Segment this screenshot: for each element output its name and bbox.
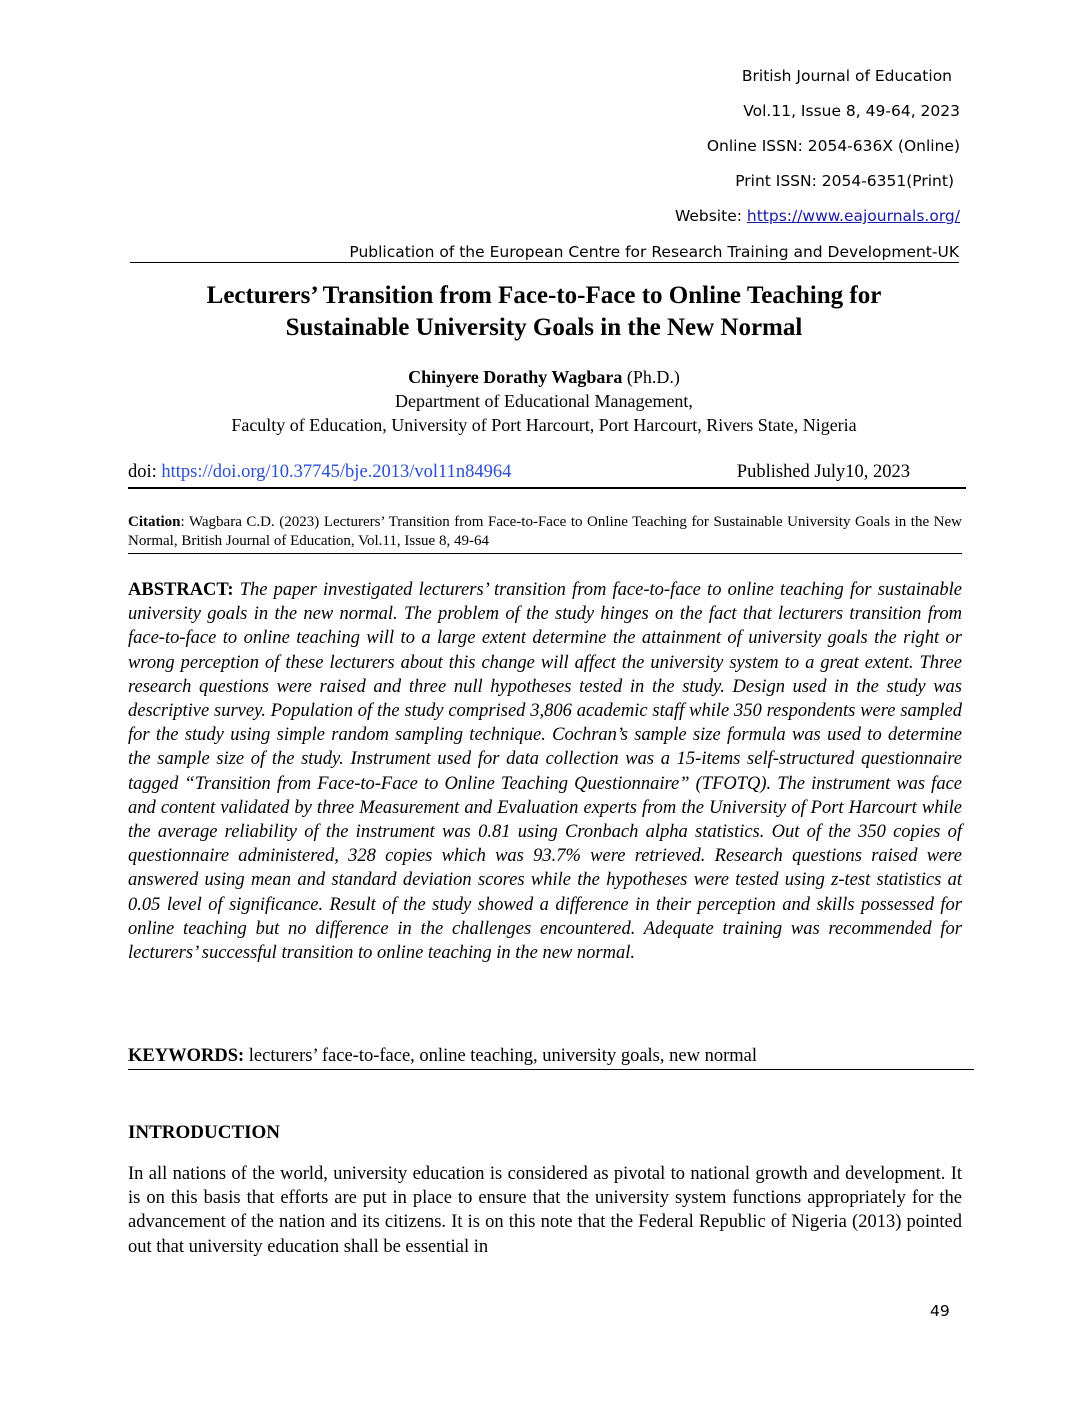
citation-label: Citation (128, 514, 181, 530)
author-degree: (Ph.D.) (622, 367, 680, 387)
section-heading-introduction: INTRODUCTION (128, 1122, 281, 1143)
author-line (90, 365, 998, 389)
paper-title (90, 280, 998, 344)
website-line (675, 206, 960, 226)
abstract (128, 578, 962, 965)
keywords-text: lecturers’ face-to-face, online teaching, university goals, new normal (244, 1046, 757, 1066)
citation (128, 513, 962, 554)
keywords-label: KEYWORDS: (128, 1046, 245, 1066)
title-line-1: Lecturers’ Transition from Face-to-Face to Online Teaching for (206, 282, 882, 309)
author-block (90, 365, 998, 437)
page-number: 49 (930, 1302, 950, 1320)
website-link[interactable]: https://www.eajournals.org/ (746, 207, 960, 225)
volume-issue: Vol.11, Issue 8, 49-64, 2023 (743, 102, 960, 120)
abstract-text: The paper investigated lecturers’ transition from face-to-face to online teaching for sustainable university goals in the new normal. The problem of the study hinges on the fact that lecturers transition from face-to-face to online teaching will to a large extent determine the attainment of university goals the right or wrong perception of these lecturers about this change will affect the university system to a great extent. Three research questions were raised and three null hypotheses tested in the study. Design used in the study was descriptive survey. Population of the study comprised 3,806 academic staff while 350 respondents were sampled for the study using simple random sampling technique. Cochran’s sample size formula was used to determine the sample size of the study. Instrument used for data collection was a 15-items self-structured questionnaire tagged “Transition from Face-to-Face to Online Teaching Questionnaire” (TFOTQ). The instrument was face and content validated by three Measurement and Evaluation experts from the University of Port Harcourt while the average reliability of the instrument was 0.81 using Cronbach alpha statistics. Out of the 350 copies of questionnaire administered, 328 copies which was 93.7% were retrieved. Research questions raised were answered using mean and standard deviation scores while the hypotheses were tested using z-test statistics at 0.05 level of significance. Result of the study showed a difference in their perception and skills possessed for online teaching but no difference in the challenges encountered. Adequate training was recommended for lecturers’ successful transition to online teaching in the new normal. (128, 580, 962, 964)
keywords (128, 1046, 974, 1070)
online-issn: Online ISSN: 2054-636X (Online) (706, 137, 960, 155)
abstract-label: ABSTRACT: (128, 580, 234, 600)
journal-name: British Journal of Education (741, 67, 952, 85)
citation-text: : Wagbara C.D. (2023) Lecturers’ Transition from Face-to-Face to Online Teaching for Sustainable University Goals in the New Normal, British Journal of Education, Vol.11, Issue 8, 49-64 (128, 514, 962, 549)
introduction-paragraph: In all nations of the world, university education is considered as pivotal to national growth and development. It is on this basis that efforts are put in place to ensure that the university system functions appropriately for the advancement of the nation and its citizens. It is on this note that the Federal Republic of Nigeria (2013) pointed out that university education shall be essential in (128, 1164, 962, 1257)
doi-line (128, 462, 966, 489)
publication-line: Publication of the European Centre for Research Training and Development-UK (130, 243, 959, 263)
author-name: Chinyere Dorathy Wagbara (408, 367, 623, 387)
print-issn: Print ISSN: 2054-6351(Print) (735, 172, 954, 190)
title-line-2: Sustainable University Goals in the New Normal (285, 314, 803, 341)
website-label: Website: (674, 207, 747, 225)
author-affiliation: Faculty of Education, University of Port Harcourt, Port Harcourt, Rivers State, Nigeria (231, 415, 857, 435)
doi-link[interactable]: https://doi.org/10.37745/bje.2013/vol11n84964 (161, 462, 512, 482)
author-department: Department of Educational Management, (395, 391, 693, 411)
doi-label: doi: (128, 462, 162, 482)
published-date: Published July10, 2023 (736, 462, 910, 482)
